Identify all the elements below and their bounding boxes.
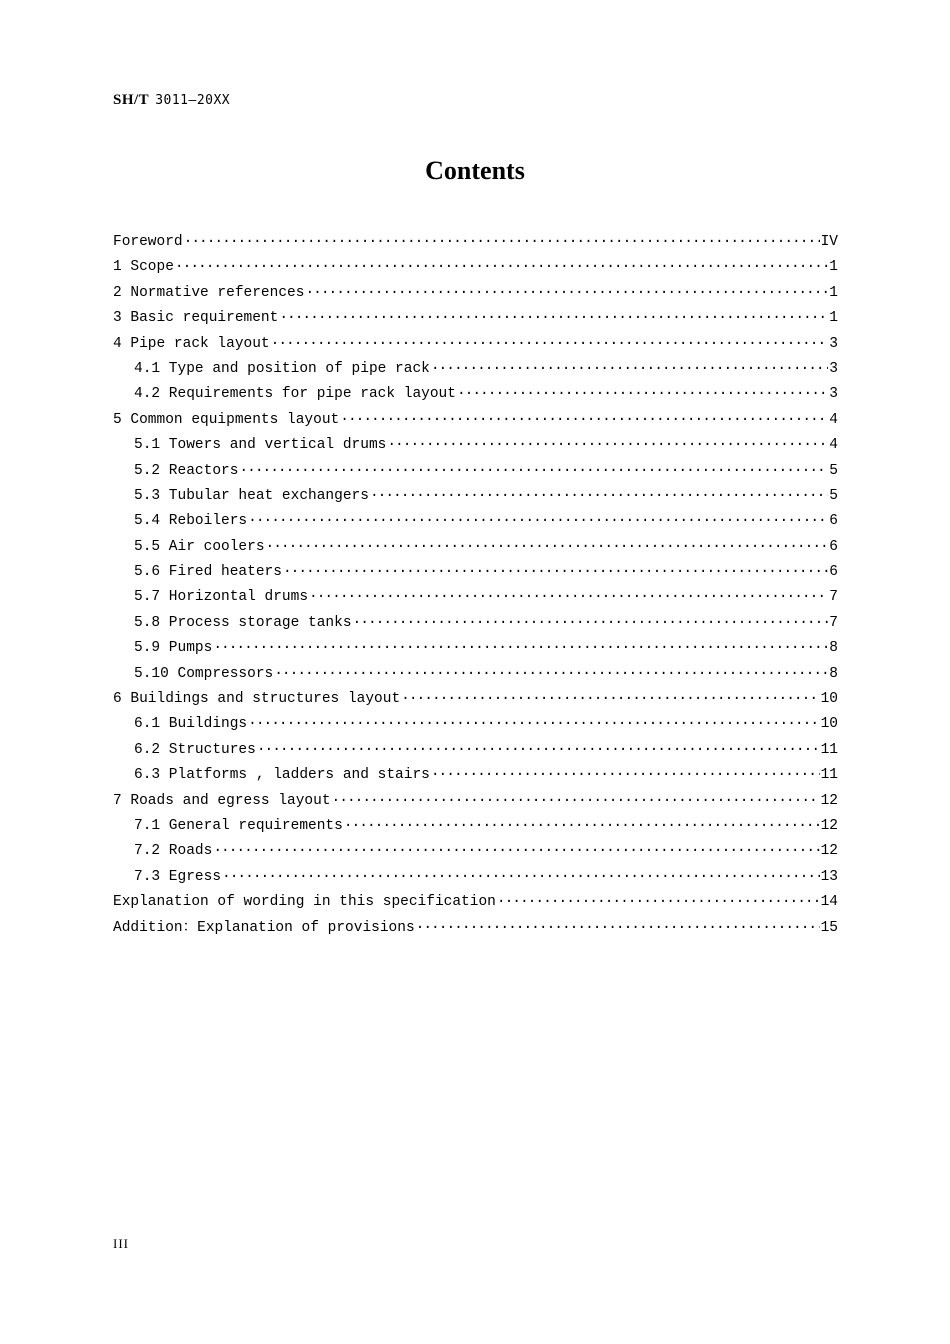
toc-leader-dots bbox=[283, 560, 828, 585]
toc-entry-label: 6 Buildings and structures layout bbox=[113, 691, 401, 708]
toc-entry-page: 14 bbox=[820, 894, 838, 911]
toc-leader-dots bbox=[274, 662, 828, 687]
toc-entry-page: 8 bbox=[829, 665, 838, 682]
toc-leader-dots bbox=[184, 230, 820, 255]
toc-entry-label: 5.1 Towers and vertical drums bbox=[134, 437, 387, 454]
toc-entry[interactable] bbox=[113, 281, 838, 306]
toc-entry-label: 6.2 Structures bbox=[134, 741, 256, 758]
toc-entry-label: 5.7 Horizontal drums bbox=[134, 589, 309, 606]
toc-entry[interactable] bbox=[113, 459, 838, 484]
toc-leader-dots bbox=[431, 357, 828, 382]
toc-leader-dots bbox=[213, 636, 828, 661]
toc-entry-page: 3 bbox=[829, 386, 838, 403]
toc-entry-page: 3 bbox=[829, 360, 838, 377]
toc-leader-dots bbox=[175, 255, 828, 280]
toc-entry-page: 8 bbox=[829, 640, 838, 657]
toc-entry-page: 7 bbox=[829, 589, 838, 606]
toc-entry[interactable] bbox=[113, 357, 838, 382]
toc-entry[interactable] bbox=[113, 916, 838, 941]
toc-entry-page: 11 bbox=[820, 767, 838, 784]
table-of-contents bbox=[113, 230, 838, 941]
page-number: III bbox=[113, 1236, 129, 1251]
toc-entry-page: 12 bbox=[820, 792, 838, 809]
toc-leader-dots bbox=[370, 484, 828, 509]
toc-entry-page: 11 bbox=[820, 741, 838, 758]
toc-leader-dots bbox=[401, 687, 819, 712]
toc-leader-dots bbox=[309, 585, 828, 610]
toc-leader-dots bbox=[344, 814, 820, 839]
toc-entry[interactable] bbox=[113, 306, 838, 331]
toc-entry-page: 6 bbox=[829, 513, 838, 530]
toc-entry[interactable] bbox=[113, 712, 838, 737]
toc-entry[interactable] bbox=[113, 814, 838, 839]
toc-entry-label: 5.4 Reboilers bbox=[134, 513, 248, 530]
toc-entry[interactable] bbox=[113, 763, 838, 788]
toc-entry-label: 7.2 Roads bbox=[134, 843, 213, 860]
toc-leader-dots bbox=[248, 712, 819, 737]
toc-entry-label: 7.3 Egress bbox=[134, 868, 222, 885]
toc-entry[interactable] bbox=[113, 255, 838, 280]
toc-entry[interactable] bbox=[113, 636, 838, 661]
toc-entry[interactable] bbox=[113, 687, 838, 712]
toc-leader-dots bbox=[266, 535, 829, 560]
toc-leader-dots bbox=[340, 408, 828, 433]
toc-entry-label: 6.3 Platforms , ladders and stairs bbox=[134, 767, 430, 784]
toc-leader-dots bbox=[279, 306, 828, 331]
toc-entry-label: 4.1 Type and position of pipe rack bbox=[134, 360, 430, 377]
toc-entry[interactable] bbox=[113, 484, 838, 509]
toc-leader-dots bbox=[416, 916, 820, 941]
toc-entry-page: 12 bbox=[820, 843, 838, 860]
toc-leader-dots bbox=[257, 738, 820, 763]
document-header bbox=[113, 92, 230, 109]
toc-entry-page: 1 bbox=[829, 284, 838, 301]
toc-entry-page: 15 bbox=[820, 919, 838, 936]
toc-leader-dots bbox=[271, 332, 829, 357]
toc-entry-page: 13 bbox=[820, 868, 838, 885]
toc-entry-label: 5.3 Tubular heat exchangers bbox=[134, 487, 369, 504]
toc-entry-page: 1 bbox=[829, 259, 838, 276]
toc-entry-label: 5 Common equipments layout bbox=[113, 411, 340, 428]
toc-entry-label: 6.1 Buildings bbox=[134, 716, 248, 733]
toc-entry-label: 5.10 Compressors bbox=[134, 665, 274, 682]
toc-entry-label: 4 Pipe rack layout bbox=[113, 335, 270, 352]
toc-entry-label: 5.5 Air coolers bbox=[134, 538, 265, 555]
toc-entry-page: 10 bbox=[820, 716, 838, 733]
toc-entry-label: 3 Basic requirement bbox=[113, 310, 279, 327]
toc-entry-page: 4 bbox=[829, 411, 838, 428]
toc-entry-page: 6 bbox=[829, 564, 838, 581]
toc-entry[interactable] bbox=[113, 332, 838, 357]
toc-leader-dots bbox=[387, 433, 828, 458]
standard-number: 3011—20XX bbox=[155, 93, 231, 108]
standard-code: SH/T bbox=[113, 92, 150, 108]
toc-entry-label: 5.2 Reactors bbox=[134, 462, 239, 479]
toc-leader-dots bbox=[213, 839, 819, 864]
toc-entry-page: 4 bbox=[829, 437, 838, 454]
toc-entry-label: 2 Normative references bbox=[113, 284, 305, 301]
toc-leader-dots bbox=[248, 509, 828, 534]
toc-entry-label: 5.9 Pumps bbox=[134, 640, 213, 657]
toc-entry[interactable] bbox=[113, 890, 838, 915]
toc-entry-page: 6 bbox=[829, 538, 838, 555]
toc-entry[interactable] bbox=[113, 230, 838, 255]
toc-entry[interactable] bbox=[113, 789, 838, 814]
toc-entry[interactable] bbox=[113, 662, 838, 687]
toc-entry[interactable] bbox=[113, 585, 838, 610]
toc-entry-label: 1 Scope bbox=[113, 259, 174, 276]
toc-entry-label: 7 Roads and egress layout bbox=[113, 792, 331, 809]
toc-entry[interactable] bbox=[113, 433, 838, 458]
toc-entry-page: 7 bbox=[829, 614, 838, 631]
toc-leader-dots bbox=[305, 281, 828, 306]
toc-entry-page: 12 bbox=[820, 817, 838, 834]
toc-entry-page: 3 bbox=[829, 335, 838, 352]
toc-entry-page: IV bbox=[820, 234, 838, 250]
toc-entry[interactable] bbox=[113, 408, 838, 433]
toc-entry-label: 5.8 Process storage tanks bbox=[134, 614, 352, 631]
toc-entry[interactable] bbox=[113, 560, 838, 585]
toc-leader-dots bbox=[332, 789, 820, 814]
toc-entry-label: 4.2 Requirements for pipe rack layout bbox=[134, 386, 456, 403]
toc-entry[interactable] bbox=[113, 611, 838, 636]
page-title: Contents bbox=[425, 156, 525, 185]
toc-entry-label: Addition：Explanation of provisions bbox=[113, 919, 415, 936]
toc-entry-page: 10 bbox=[820, 691, 838, 708]
toc-entry-label: Foreword bbox=[113, 234, 183, 250]
toc-entry[interactable] bbox=[113, 865, 838, 890]
toc-entry-label: 7.1 General requirements bbox=[134, 817, 343, 834]
toc-entry[interactable] bbox=[113, 509, 838, 534]
toc-entry-page: 5 bbox=[829, 487, 838, 504]
toc-entry-label: 5.6 Fired heaters bbox=[134, 564, 282, 581]
toc-leader-dots bbox=[239, 459, 828, 484]
toc-leader-dots bbox=[353, 611, 829, 636]
toc-entry-label: Explanation of wording in this specification bbox=[113, 894, 496, 911]
toc-leader-dots bbox=[457, 382, 828, 407]
toc-entry[interactable] bbox=[113, 738, 838, 763]
toc-entry[interactable] bbox=[113, 839, 838, 864]
toc-entry[interactable] bbox=[113, 382, 838, 407]
toc-leader-dots bbox=[431, 763, 820, 788]
toc-entry-page: 1 bbox=[829, 310, 838, 327]
toc-entry[interactable] bbox=[113, 535, 838, 560]
toc-leader-dots bbox=[222, 865, 820, 890]
toc-entry-page: 5 bbox=[829, 462, 838, 479]
toc-leader-dots bbox=[497, 890, 820, 915]
